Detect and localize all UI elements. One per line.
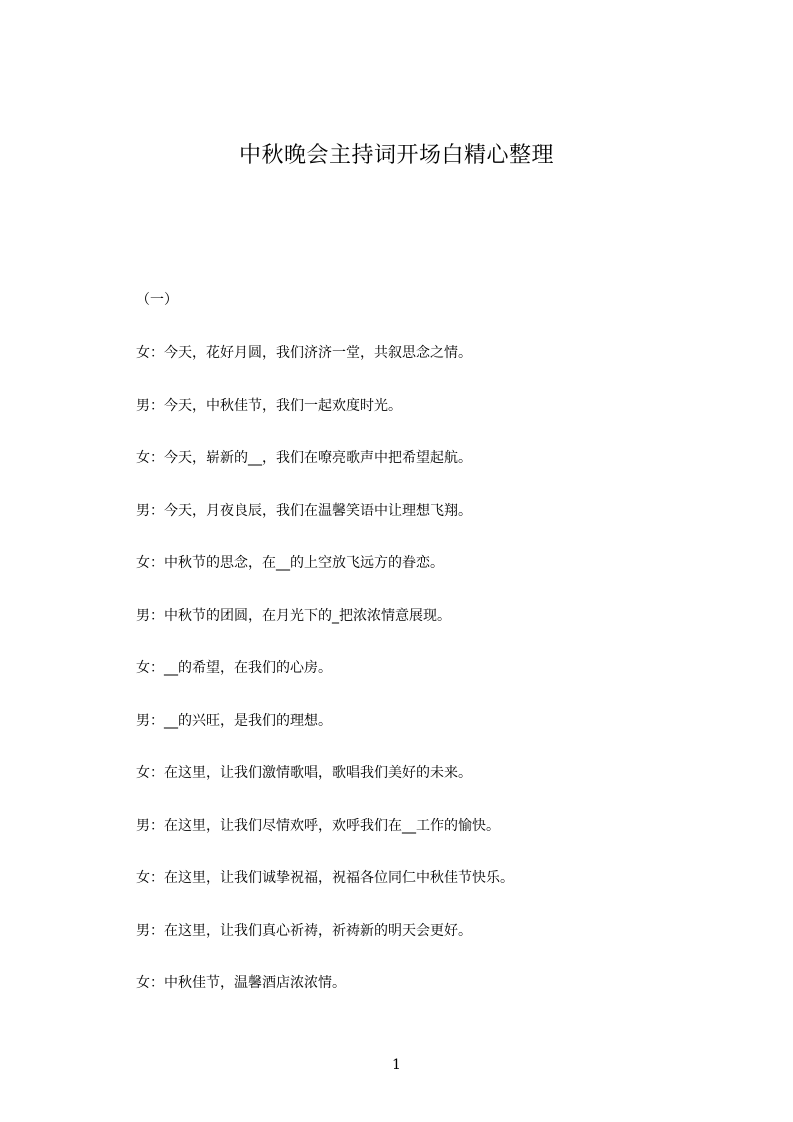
page-number: 1 <box>392 1057 401 1073</box>
dialogue-line: 女：在这里，让我们激情歌唱，歌唱我们美好的未来。 <box>136 765 472 781</box>
dialogue-line: 女：中秋节的思念，在__的上空放飞远方的眷恋。 <box>136 555 444 571</box>
dialogue-line: 女：今天，花好月圆，我们济济一堂，共叙思念之情。 <box>136 345 472 361</box>
dialogue-line: 女：__的希望，在我们的心房。 <box>136 660 332 676</box>
dialogue-line: 女：今天，崭新的__，我们在嘹亮歌声中把希望起航。 <box>136 450 472 466</box>
dialogue-line: 男：__的兴旺，是我们的理想。 <box>136 712 332 729</box>
dialogue-line: 男：在这里，让我们真心祈祷，祈祷新的明天会更好。 <box>136 922 472 939</box>
dialogue-line: 男：在这里，让我们尽情欢呼，欢呼我们在__工作的愉快。 <box>136 817 500 834</box>
dialogue-line: 男：今天，月夜良辰，我们在温馨笑语中让理想飞翔。 <box>136 502 472 519</box>
document-title: 中秋晚会主持词开场白精心整理 <box>238 143 554 168</box>
dialogue-line: 男：今天，中秋佳节，我们一起欢度时光。 <box>136 397 402 414</box>
dialogue-lines <box>136 342 676 1025</box>
dialogue-line: 女：中秋佳节，温馨酒店浓浓情。 <box>136 975 346 991</box>
dialogue-line: 女：在这里，让我们诚挚祝福，祝福各位同仁中秋佳节快乐。 <box>136 870 514 886</box>
section-label: （一） <box>136 292 178 308</box>
dialogue-line: 男：中秋节的团圆，在月光下的_把浓浓情意展现。 <box>136 607 451 624</box>
